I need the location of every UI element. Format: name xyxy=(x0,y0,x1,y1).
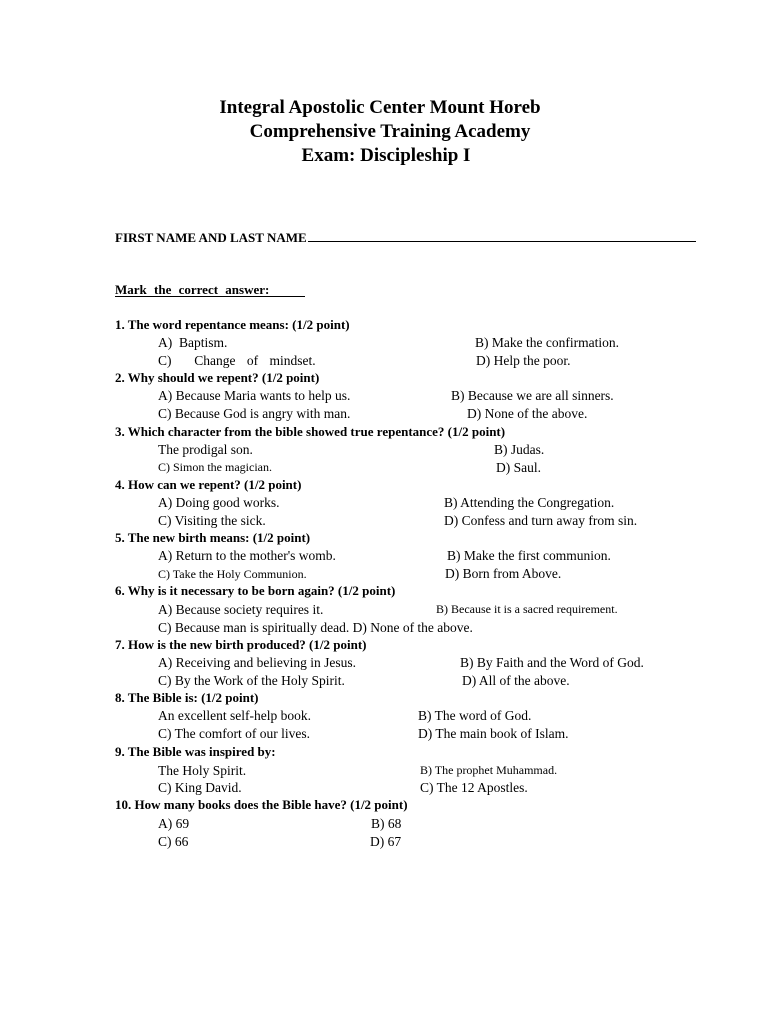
question-3-option-c[interactable]: C) Simon the magician. xyxy=(158,460,272,474)
question-4-option-a[interactable]: A) Doing good works. xyxy=(158,495,280,510)
academy-name: Comprehensive Training Academy xyxy=(249,121,531,142)
question-3-option-d[interactable]: D) Saul. xyxy=(496,460,541,475)
question-1-option-c[interactable]: C) Change of mindset. xyxy=(158,353,316,368)
question-8-option-a[interactable]: An excellent self-help book. xyxy=(158,708,311,723)
question-1-option-a[interactable]: A) Baptism. xyxy=(158,335,228,350)
question-4-option-c[interactable]: C) Visiting the sick. xyxy=(158,513,266,528)
question-4: 4. How can we repent? (1/2 point) xyxy=(115,477,302,492)
exam-title: Exam: Discipleship I xyxy=(301,145,471,166)
question-5-option-d[interactable]: D) Born from Above. xyxy=(445,566,562,581)
question-9-option-d[interactable]: C) The 12 Apostles. xyxy=(420,780,528,795)
question-8-option-d[interactable]: D) The main book of Islam. xyxy=(418,726,569,741)
question-5: 5. The new birth means: (1/2 point) xyxy=(115,530,311,545)
instructions: Mark the correct answer: xyxy=(115,281,305,297)
question-1-option-b[interactable]: B) Make the confirmation. xyxy=(475,335,619,350)
question-2-option-b[interactable]: B) Because we are all sinners. xyxy=(451,388,614,403)
question-8: 8. The Bible is: (1/2 point) xyxy=(115,690,259,705)
question-9-option-b[interactable]: B) The prophet Muhammad. xyxy=(420,763,558,777)
question-10-option-c[interactable]: C) 66 xyxy=(158,834,189,849)
question-6-option-c-d[interactable]: C) Because man is spiritually dead. D) None of the above. xyxy=(158,620,473,635)
question-7-option-d[interactable]: D) All of the above. xyxy=(462,673,570,688)
question-7: 7. How is the new birth produced? (1/2 point) xyxy=(115,637,367,652)
question-9: 9. The Bible was inspired by: xyxy=(115,744,276,759)
question-2-option-a[interactable]: A) Because Maria wants to help us. xyxy=(158,388,351,403)
question-5-option-a[interactable]: A) Return to the mother's womb. xyxy=(158,548,336,563)
question-10-option-b[interactable]: B) 68 xyxy=(371,816,402,831)
question-2-option-d[interactable]: D) None of the above. xyxy=(467,406,588,421)
question-3-option-b[interactable]: B) Judas. xyxy=(494,442,545,457)
question-1-option-d[interactable]: D) Help the poor. xyxy=(476,353,571,368)
question-6-option-b[interactable]: B) Because it is a sacred requirement. xyxy=(436,602,618,616)
question-9-option-c[interactable]: C) King David. xyxy=(158,780,242,795)
question-7-option-a[interactable]: A) Receiving and believing in Jesus. xyxy=(158,655,356,670)
name-blank-line[interactable] xyxy=(308,226,696,242)
question-3: 3. Which character from the bible showed true repentance? (1/2 point) xyxy=(115,424,506,439)
question-10-option-a[interactable]: A) 69 xyxy=(158,816,190,831)
question-3-option-a[interactable]: The prodigal son. xyxy=(158,442,253,457)
question-1: 1. The word repentance means: (1/2 point) xyxy=(115,317,350,332)
question-10: 10. How many books does the Bible have? (1/2 point) xyxy=(115,797,408,812)
question-5-option-c[interactable]: C) Take the Holy Communion. xyxy=(158,567,307,581)
institution-name: Integral Apostolic Center Mount Horeb xyxy=(219,97,541,118)
question-7-option-b[interactable]: B) By Faith and the Word of God. xyxy=(460,655,644,670)
question-2: 2. Why should we repent? (1/2 point) xyxy=(115,370,320,385)
name-field-label: FIRST NAME AND LAST NAME xyxy=(115,230,307,245)
question-4-option-d[interactable]: D) Confess and turn away from sin. xyxy=(444,513,638,528)
question-5-option-b[interactable]: B) Make the first communion. xyxy=(447,548,611,563)
question-8-option-c[interactable]: C) The comfort of our lives. xyxy=(158,726,310,741)
question-8-option-b[interactable]: B) The word of God. xyxy=(418,708,532,723)
name-field xyxy=(115,226,709,247)
question-6-option-a[interactable]: A) Because society requires it. xyxy=(158,602,324,617)
question-2-option-c[interactable]: C) Because God is angry with man. xyxy=(158,406,351,421)
question-10-option-d[interactable]: D) 67 xyxy=(370,834,402,849)
question-9-option-a[interactable]: The Holy Spirit. xyxy=(158,763,247,778)
question-4-option-b[interactable]: B) Attending the Congregation. xyxy=(444,495,615,510)
question-7-option-c[interactable]: C) By the Work of the Holy Spirit. xyxy=(158,673,345,688)
question-6: 6. Why is it necessary to be born again? (1/2 point) xyxy=(115,583,396,598)
